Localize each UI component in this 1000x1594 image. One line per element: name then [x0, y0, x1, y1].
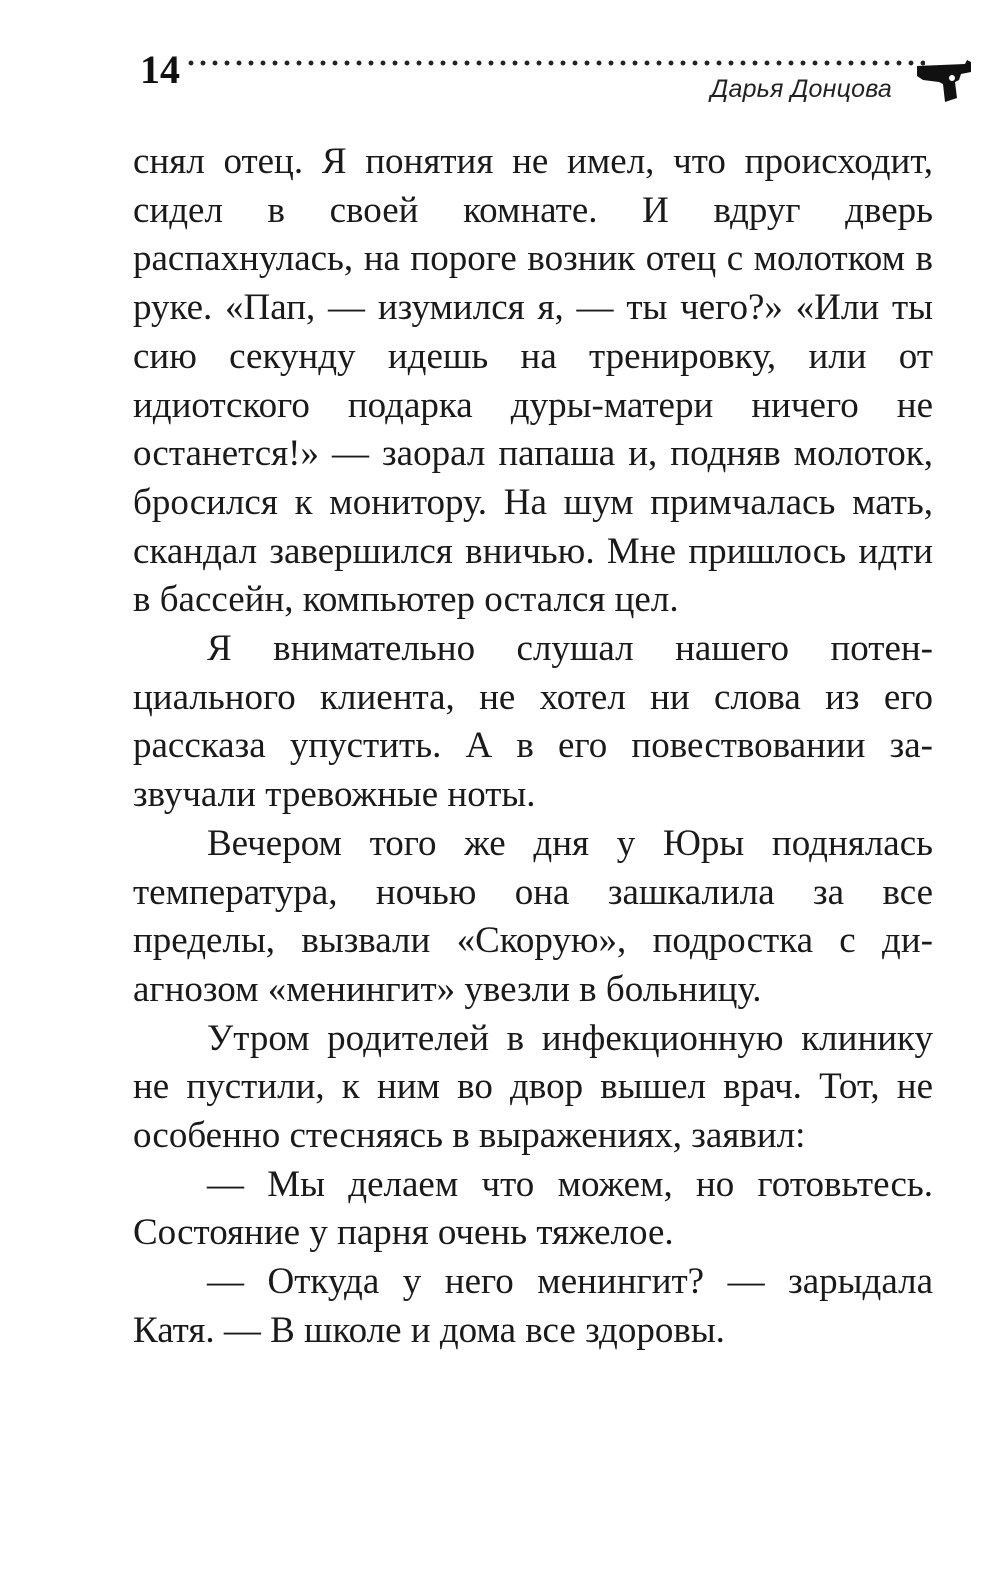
paragraph: Я внимательно слушал нашего потенциального клиента, не хотел ни слова из его рассказа упустить. А в его повествовании зазвучали тревожные ноты. — [133, 628, 933, 816]
dotted-rule — [185, 56, 925, 70]
dialogue-line: — Откуда у него менингит? — зарыдала Катя. — В школе и дома все здоровы. — [133, 1261, 933, 1351]
page-header — [0, 0, 1000, 120]
pistol-icon — [915, 50, 973, 106]
dialogue-line: — Мы делаем что можем, но готовьтесь. Состояние у парня очень тяжелое. — [133, 1163, 933, 1254]
page-number: 14 — [140, 47, 180, 92]
paragraph: Вечером того же дня у Юры поднялась температура, ночью она зашкалила за все пределы, вызвали «Скорую», подростка с диагнозом «менингит» увезли в больницу. — [133, 822, 933, 1010]
body-text — [133, 138, 933, 1356]
paragraph: снял отец. Я понятия не имел, что происходит, сидел в своей комнате. И вдруг дверь распахнулась, на пороге возник отец с молотком в руке. «Пап, — изумился я, — ты чего?» «Или ты сию секунду идешь на тренировку, или от идиотского подарка дуры-матери ничего не останется!» — заорал папаша и, подняв молоток, бросился к монитору. На шум примчалась мать, скандал завершился вничью. Мне пришлось идти в бассейн, компьютер остался цел. — [133, 141, 933, 621]
paragraph: Утром родителей в инфекционную клинику не пустили, к ним во двор вышел врач. Тот, не особенно стесняясь в выражениях, заявил: — [133, 1017, 933, 1157]
running-head-author: Дарья Донцова — [710, 75, 892, 103]
